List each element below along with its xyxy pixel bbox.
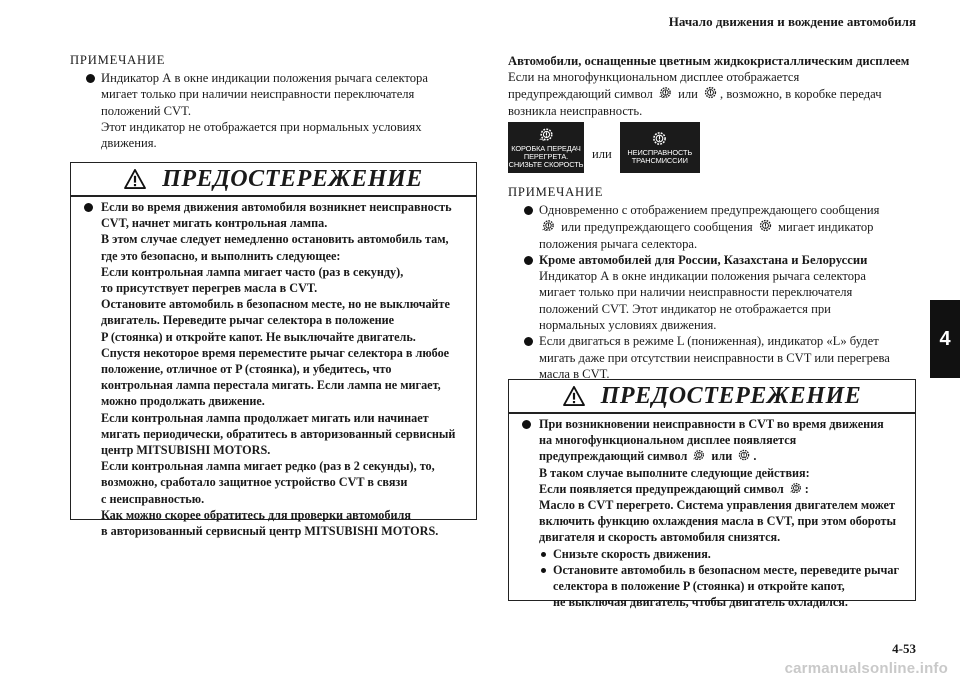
page-number: 4-53: [892, 641, 916, 656]
warning-line: на многофункциональном дисплее появляется: [539, 433, 797, 448]
warning-line: [539, 448, 905, 464]
sub-bullet-icon: [541, 552, 546, 557]
intro-text: или: [678, 87, 698, 102]
display-fault-panel: [620, 122, 700, 173]
warning-line: P (стоянка) и откройте капот. Не выключайте двигатель.: [101, 329, 416, 344]
note-line: Если двигаться в режиме L (пониженная), индикатор «L» будет: [539, 334, 879, 349]
bullet-icon: [524, 256, 533, 265]
intro-line: [508, 85, 918, 102]
warning-line: включить функцию охлаждения масла в CVT, при этом обороты: [539, 514, 896, 529]
intro-text: , возможно, в коробке передач: [720, 87, 882, 102]
warning-item: [509, 416, 905, 610]
warning-line: Остановите автомобиль в безопасном месте, но не выключайте: [101, 297, 450, 312]
note-line: масла в CVT.: [539, 366, 610, 381]
chapter-tab: 4: [930, 300, 960, 378]
note-item: [70, 70, 480, 151]
warning-text: .: [753, 449, 757, 464]
right-intro: [508, 53, 918, 119]
sub-bullet-icon: [541, 568, 546, 573]
warning-line: контрольная лампа перестала мигать. Если лампа не мигает,: [101, 378, 441, 393]
warning-line: [539, 481, 905, 497]
intro-line: Если на многофункциональном дисплее отображается: [508, 70, 800, 84]
intro-paragraph: [508, 69, 918, 119]
note-line: Одновременно с отображением предупреждающего сообщения: [539, 203, 880, 217]
warning-line: Как можно скорее обратитесь для проверки автомобиля: [101, 507, 411, 522]
warning-line: возможно, сработало защитное устройство CVT в связи: [101, 475, 408, 490]
warning-triangle-icon: [563, 386, 585, 406]
display-text: КОРОБКА ПЕРЕДАЧ: [511, 143, 581, 153]
gear-overheat-icon: [541, 218, 556, 233]
display-examples: [508, 121, 700, 173]
warning-line: с неисправностью.: [101, 491, 205, 506]
warning-text: :: [804, 481, 809, 496]
bullet-icon: [522, 420, 531, 429]
gear-fault-icon: [651, 130, 668, 147]
warning-line: Если контрольная лампа мигает часто (раз в секунду),: [101, 264, 404, 279]
warning-text: Если появляется предупреждающий символ: [539, 481, 784, 496]
note-line: мигает только при наличии неисправности переключателя: [539, 285, 853, 300]
note-line: мигать даже при отсутствии неисправности в CVT или перегрева: [539, 350, 890, 365]
bullet-icon: [84, 203, 93, 212]
gear-overheat-icon: [658, 85, 673, 100]
note-heading: ПРИМЕЧАНИЕ: [508, 185, 604, 199]
note-line: положения рычага селектора.: [539, 236, 698, 251]
note-item: [508, 202, 920, 252]
warning-triangle-icon: [124, 169, 146, 189]
warning-box-left: [70, 162, 477, 539]
gear-fault-icon: [703, 85, 718, 100]
bullet-icon: [86, 74, 95, 83]
note-line: нормальных условиях движения.: [539, 318, 717, 333]
warning-line: можно продолжать движение.: [101, 394, 265, 409]
note-item: [508, 252, 920, 333]
warning-line: В таком случае выполните следующие действия:: [539, 465, 810, 480]
note-line: Этот индикатор не отображается при нормальных условиях: [101, 119, 422, 134]
warning-line: Снизьте скорость движения.: [553, 546, 711, 561]
display-text: ТРАНСМИССИИ: [631, 155, 688, 165]
right-note: [508, 185, 920, 382]
warning-line: В этом случае следует немедленно остановить автомобиль там,: [101, 232, 449, 247]
display-or: или: [592, 146, 612, 161]
display-text: СНИЗЬТЕ СКОРОСТЬ: [508, 159, 584, 169]
note-line: [539, 218, 920, 235]
bullet-icon: [524, 206, 533, 215]
warning-sub-item: [539, 546, 905, 562]
warning-item: [71, 199, 466, 539]
running-header: Начало движения и вождение автомобиля: [668, 14, 916, 29]
note-line: Индикатор А в окне индикации положения рычага селектора: [101, 71, 428, 85]
warning-line: двигатель. Переведите рычаг селектора в положение: [101, 313, 395, 328]
warning-line: двигателя и скорость автомобиля снизятся.: [539, 530, 781, 545]
note-line: Индикатор А в окне индикации положения рычага селектора: [539, 269, 866, 284]
warning-line: положение, отличное от P (стоянка), и убедитесь, что: [101, 362, 392, 377]
note-line: мигает только при наличии неисправности переключателя: [101, 87, 415, 102]
intro-line: возникла неисправность.: [508, 103, 643, 118]
intro-text: предупреждающий символ: [508, 87, 653, 102]
display-overheat-panel: [508, 122, 584, 173]
warning-header: [509, 380, 915, 414]
note-item: [508, 333, 920, 382]
watermark: carmanualsonline.info: [784, 660, 948, 677]
gear-fault-icon: [758, 218, 773, 233]
warning-header: [71, 163, 476, 197]
warning-line: не выключая двигатель, чтобы двигатель охладился.: [553, 595, 848, 610]
warning-line: селектора в положение P (стоянка) и откройте капот,: [553, 579, 845, 594]
warning-line: Спустя некоторое время переместите рычаг селектора в любое: [101, 345, 450, 360]
note-text: или предупреждающего сообщения: [561, 220, 753, 235]
gear-overheat-icon: [789, 481, 803, 495]
warning-line: При возникновении неисправности в CVT во время движения: [539, 417, 884, 431]
warning-line: CVT, начнет мигать контрольная лампа.: [101, 216, 328, 231]
note-line: положений CVT.: [101, 103, 192, 118]
warning-line: Остановите автомобиль в безопасном месте, переведите рычаг: [553, 562, 899, 577]
warning-line: Если контрольная лампа продолжает мигать или начинает: [101, 410, 429, 425]
note-subheading: Кроме автомобилей для России, Казахстана и Белоруссии: [539, 252, 868, 267]
warning-text: предупреждающий символ: [539, 449, 688, 464]
note-heading: ПРИМЕЧАНИЕ: [70, 53, 166, 67]
note-line: движения.: [101, 136, 157, 151]
section-heading: Автомобили, оснащенные цветным жидкокристаллическим дисплеем: [508, 54, 910, 68]
warning-line: в авторизованный сервисный центр MITSUBISHI MOTORS.: [101, 524, 439, 539]
gear-overheat-icon: [538, 126, 555, 143]
warning-line: Если контрольная лампа мигает редко (раз в 2 секунды), то,: [101, 459, 435, 474]
note-line: положений CVT. Этот индикатор не отображается при: [539, 301, 831, 316]
warning-text: или: [711, 449, 733, 464]
warning-title: ПРЕДОСТЕРЕЖЕНИЕ: [600, 382, 862, 409]
warning-line: мигать периодически, обратитесь в авторизованный сервисный: [101, 426, 456, 441]
note-text: мигает индикатор: [778, 220, 874, 235]
warning-line: центр MITSUBISHI MOTORS.: [101, 443, 271, 458]
display-text: НЕИСПРАВНОСТЬ: [627, 147, 693, 157]
warning-line: Масло в CVT перегрето. Система управления двигателем может: [539, 498, 895, 513]
left-note: [70, 53, 480, 151]
gear-overheat-icon: [692, 448, 706, 462]
warning-sub-item: [539, 562, 905, 611]
warning-line: Если во время движения автомобиля возникнет неисправность: [101, 200, 452, 214]
warning-box-right: [508, 379, 916, 610]
bullet-icon: [524, 337, 533, 346]
gear-fault-icon: [737, 448, 751, 462]
warning-line: то присутствует перегрев масла в CVT.: [101, 281, 318, 296]
warning-line: где это безопасно, и выполнить следующее:: [101, 248, 341, 263]
display-text: ПЕРЕГРЕТА.: [523, 151, 569, 161]
warning-title: ПРЕДОСТЕРЕЖЕНИЕ: [162, 165, 423, 192]
